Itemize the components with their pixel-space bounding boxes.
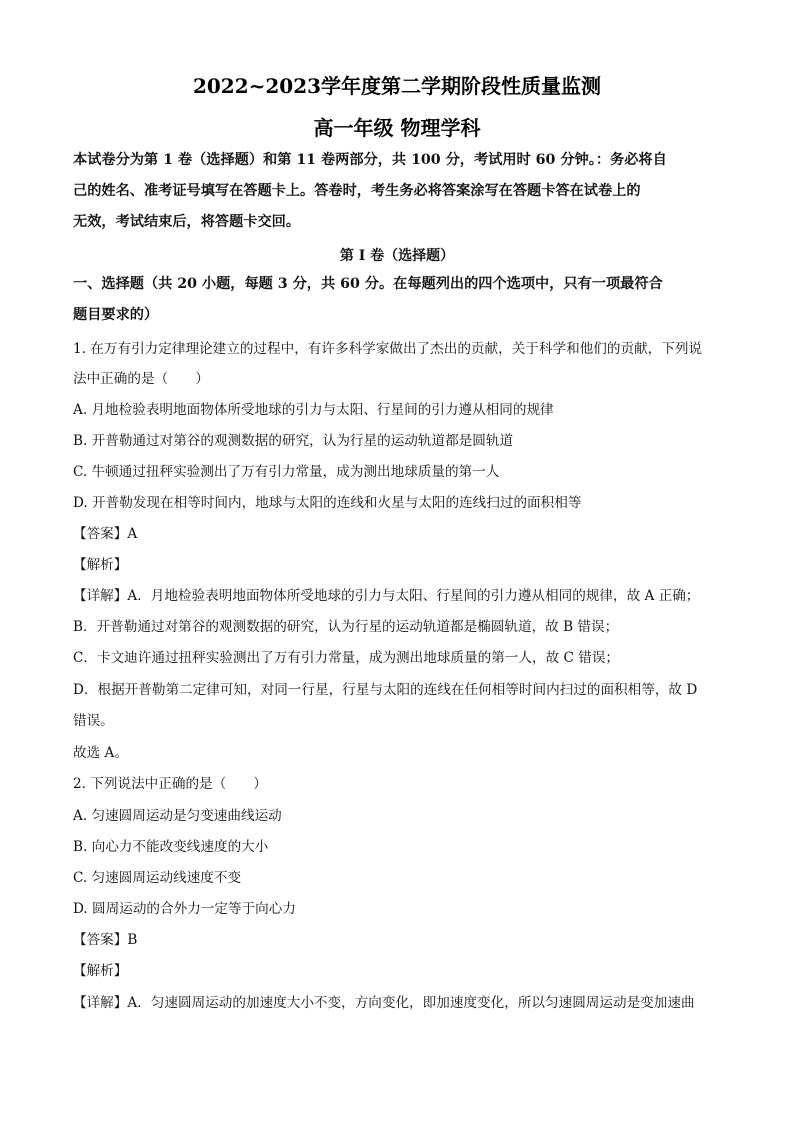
- q2-option-a: A. 匀速圆周运动是匀变速曲线运动: [73, 808, 282, 824]
- q2-option-d: D. 圆周运动的合外力一定等于向心力: [73, 901, 296, 917]
- exam-title: 2022~2023学年度第二学期阶段性质量监测: [192, 74, 602, 98]
- q1-detail-line-5: 错误。: [73, 713, 114, 729]
- section-heading-line-1: 一、选择题（共 20 小题，每题 3 分，共 60 分。在每题列出的四个选项中，只有一项最符合: [73, 276, 663, 292]
- exam-subtitle: 高一年级 物理学科: [313, 116, 481, 140]
- instruction-line-3: 无效，考试结束后，将答题卡交回。: [73, 214, 301, 230]
- q2-answer: 【答案】B: [73, 932, 138, 948]
- q1-detail-line-3: C．卡文迪许通过扭秤实验测出了万有引力常量，成为测出地球质量的第一人，故 C 错误；: [73, 650, 620, 666]
- q1-detail-line-6: 故选 A。: [73, 745, 128, 761]
- q1-option-b: B. 开普勒通过对第谷的观测数据的研究，认为行星的运动轨道都是圆轨道: [73, 433, 514, 449]
- q1-answer: 【答案】A: [73, 526, 138, 542]
- q1-option-c: C. 牛顿通过扭秤实验测出了万有引力常量，成为测出地球质量的第一人: [73, 464, 500, 480]
- q1-stem-line-2: 法中正确的是（ ）: [73, 371, 209, 387]
- q1-stem-line-1: 1. 在万有引力定律理论建立的过程中，有许多科学家做出了杰出的贡献，关于科学和他们的贡献，下列说: [73, 341, 703, 357]
- instruction-line-1: 本试卷分为第 1 卷（选择题）和第 11 卷两部分，共 100 分，考试用时 60 分钟。：务必将自: [73, 152, 667, 168]
- q1-option-a: A. 月地检验表明地面物体所受地球的引力与太阳、行星间的引力遵从相同的规律: [73, 402, 554, 418]
- q2-detail-line-1: 【详解】A．匀速圆周运动的加速度大小不变，方向变化，即加速度变化，所以匀速圆周运动是变加速曲: [73, 995, 695, 1011]
- section-title: 第 I 卷（选择题）: [339, 248, 455, 264]
- instruction-line-2: 己的姓名、准考证号填写在答题卡上。答卷时，考生务必将答案涂写在答题卡答在试卷上的: [73, 183, 641, 199]
- section-heading-line-2: 题目要求的）: [73, 307, 159, 323]
- q1-detail-line-2: B．开普勒通过对第谷的观测数据的研究，认为行星的运动轨道都是椭圆轨道，故 B 错误；: [73, 619, 619, 635]
- q1-analysis-label: 【解析】: [73, 557, 128, 573]
- q2-stem: 2. 下列说法中正确的是（ ）: [73, 776, 268, 792]
- q2-option-c: C. 匀速圆周运动线速度不变: [73, 870, 242, 886]
- q1-detail-line-4: D．根据开普勒第二定律可知，对同一行星，行星与太阳的连线在任何相等时间内扫过的面积相等，故 D: [73, 682, 698, 698]
- q2-analysis-label: 【解析】: [73, 963, 128, 979]
- q1-option-d: D. 开普勒发现在相等时间内，地球与太阳的连线和火星与太阳的连线扫过的面积相等: [73, 495, 582, 511]
- q1-detail-line-1: 【详解】A．月地检验表明地面物体所受地球的引力与太阳、行星间的引力遵从相同的规律，故 A 正确；: [73, 588, 700, 604]
- q2-option-b: B. 向心力不能改变线速度的大小: [73, 839, 269, 855]
